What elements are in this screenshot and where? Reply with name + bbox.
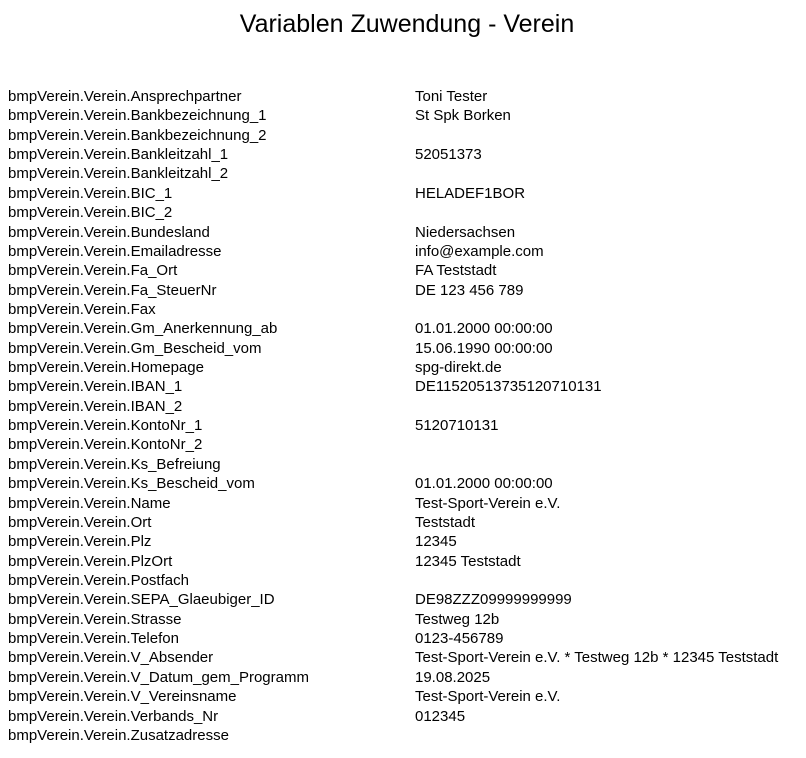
- variable-row: [8, 494, 806, 513]
- variable-name: bmpVerein.Verein.Fa_Ort: [8, 262, 178, 280]
- variable-row: [8, 416, 806, 435]
- variable-list: [8, 87, 806, 745]
- variable-name: bmpVerein.Verein.KontoNr_2: [8, 436, 203, 454]
- variable-value: DE11520513735120710131: [415, 378, 602, 396]
- variable-name: bmpVerein.Verein.Telefon: [8, 630, 179, 648]
- variable-name: bmpVerein.Verein.BIC_1: [8, 184, 173, 202]
- variable-value: DE 123 456 789: [415, 281, 524, 299]
- variable-row: [8, 397, 806, 416]
- variable-name: bmpVerein.Verein.Ks_Bescheid_vom: [8, 475, 255, 493]
- variable-row: [8, 590, 806, 609]
- variable-name: bmpVerein.Verein.Name: [8, 494, 171, 512]
- variable-name: bmpVerein.Verein.Postfach: [8, 571, 189, 589]
- variable-value: Test-Sport-Verein e.V.: [415, 688, 561, 706]
- variable-value: 52051373: [415, 146, 482, 164]
- variable-name: bmpVerein.Verein.Ansprechpartner: [8, 88, 242, 105]
- variable-row: [8, 145, 806, 164]
- variable-name: bmpVerein.Verein.Bankleitzahl_2: [8, 165, 229, 183]
- variable-name: bmpVerein.Verein.V_Vereinsname: [8, 688, 237, 706]
- variable-value: 0123-456789: [415, 630, 504, 648]
- variable-name: bmpVerein.Verein.Bankbezeichnung_2: [8, 126, 267, 144]
- variable-row: [8, 87, 806, 106]
- variable-value: Toni Tester: [415, 88, 488, 105]
- variable-value: Teststadt: [415, 513, 476, 531]
- variable-row: [8, 184, 806, 203]
- variable-row: [8, 242, 806, 261]
- variable-value: 012345: [415, 707, 466, 725]
- variable-row: [8, 687, 806, 706]
- variable-name: bmpVerein.Verein.Strasse: [8, 610, 182, 628]
- variable-row: [8, 552, 806, 571]
- variable-value: 15.06.1990 00:00:00: [415, 339, 553, 357]
- variable-value: info@example.com: [415, 242, 544, 260]
- variable-name: bmpVerein.Verein.Plz: [8, 533, 152, 551]
- variable-row: [8, 377, 806, 396]
- variable-value: spg-direkt.de: [415, 359, 502, 377]
- variable-row: [8, 648, 806, 667]
- variable-name: bmpVerein.Verein.KontoNr_1: [8, 417, 203, 435]
- variable-name: bmpVerein.Verein.SEPA_Glaeubiger_ID: [8, 591, 275, 609]
- variable-row: [8, 455, 806, 474]
- variable-name: bmpVerein.Verein.Gm_Bescheid_vom: [8, 339, 262, 357]
- variable-row: [8, 358, 806, 377]
- variable-row: [8, 339, 806, 358]
- variable-value: DE98ZZZ09999999999: [415, 591, 572, 609]
- variable-name: bmpVerein.Verein.Gm_Anerkennung_ab: [8, 320, 278, 338]
- variable-row: [8, 707, 806, 726]
- variable-value: Testweg 12b: [415, 610, 500, 628]
- variable-value: FA Teststadt: [415, 262, 497, 280]
- variable-row: [8, 126, 806, 145]
- variable-row: [8, 435, 806, 454]
- variable-row: [8, 203, 806, 222]
- variable-row: [8, 281, 806, 300]
- variable-row: [8, 668, 806, 687]
- variable-row: [8, 532, 806, 551]
- variable-row: [8, 106, 806, 125]
- variable-row: [8, 629, 806, 648]
- page-title: Variablen Zuwendung - Verein: [239, 10, 575, 38]
- variable-value: 19.08.2025: [415, 668, 491, 686]
- variable-name: bmpVerein.Verein.Bankbezeichnung_1: [8, 107, 267, 125]
- variable-name: bmpVerein.Verein.Homepage: [8, 359, 204, 377]
- variable-name: bmpVerein.Verein.PlzOrt: [8, 552, 173, 570]
- variable-value: 01.01.2000 00:00:00: [415, 320, 553, 338]
- variable-value: HELADEF1BOR: [415, 184, 526, 202]
- variable-value: Niedersachsen: [415, 223, 516, 241]
- variable-row: [8, 610, 806, 629]
- variable-row: [8, 513, 806, 532]
- variable-row: [8, 571, 806, 590]
- variable-name: bmpVerein.Verein.BIC_2: [8, 204, 173, 222]
- variable-row: [8, 223, 806, 242]
- variable-value: Test-Sport-Verein e.V.: [415, 494, 561, 512]
- variable-row: [8, 300, 806, 319]
- variable-value: Test-Sport-Verein e.V. * Testweg 12b * 12345 Teststadt: [415, 649, 779, 667]
- variable-row: [8, 261, 806, 280]
- variable-value: St Spk Borken: [415, 107, 511, 125]
- variable-value: 12345 Teststadt: [415, 552, 521, 570]
- variable-row: [8, 726, 806, 745]
- variable-value: 12345: [415, 533, 457, 551]
- variable-name: bmpVerein.Verein.Fax: [8, 300, 156, 318]
- variable-name: bmpVerein.Verein.V_Absender: [8, 649, 214, 667]
- variable-name: bmpVerein.Verein.Bundesland: [8, 223, 210, 241]
- variable-name: bmpVerein.Verein.Emailadresse: [8, 242, 222, 260]
- variable-name: bmpVerein.Verein.Bankleitzahl_1: [8, 146, 229, 164]
- variable-name: bmpVerein.Verein.Ks_Befreiung: [8, 455, 221, 473]
- variable-name: bmpVerein.Verein.V_Datum_gem_Programm: [8, 668, 309, 686]
- variable-name: bmpVerein.Verein.IBAN_1: [8, 378, 183, 396]
- variable-name: bmpVerein.Verein.Verbands_Nr: [8, 707, 219, 725]
- variable-name: bmpVerein.Verein.IBAN_2: [8, 397, 183, 415]
- variable-row: [8, 319, 806, 338]
- variable-value: 5120710131: [415, 417, 499, 435]
- variable-row: [8, 164, 806, 183]
- variable-value: 01.01.2000 00:00:00: [415, 475, 553, 493]
- variable-name: bmpVerein.Verein.Fa_SteuerNr: [8, 281, 217, 299]
- variable-name: bmpVerein.Verein.Ort: [8, 513, 152, 531]
- variable-name: bmpVerein.Verein.Zusatzadresse: [8, 726, 229, 744]
- variable-row: [8, 474, 806, 493]
